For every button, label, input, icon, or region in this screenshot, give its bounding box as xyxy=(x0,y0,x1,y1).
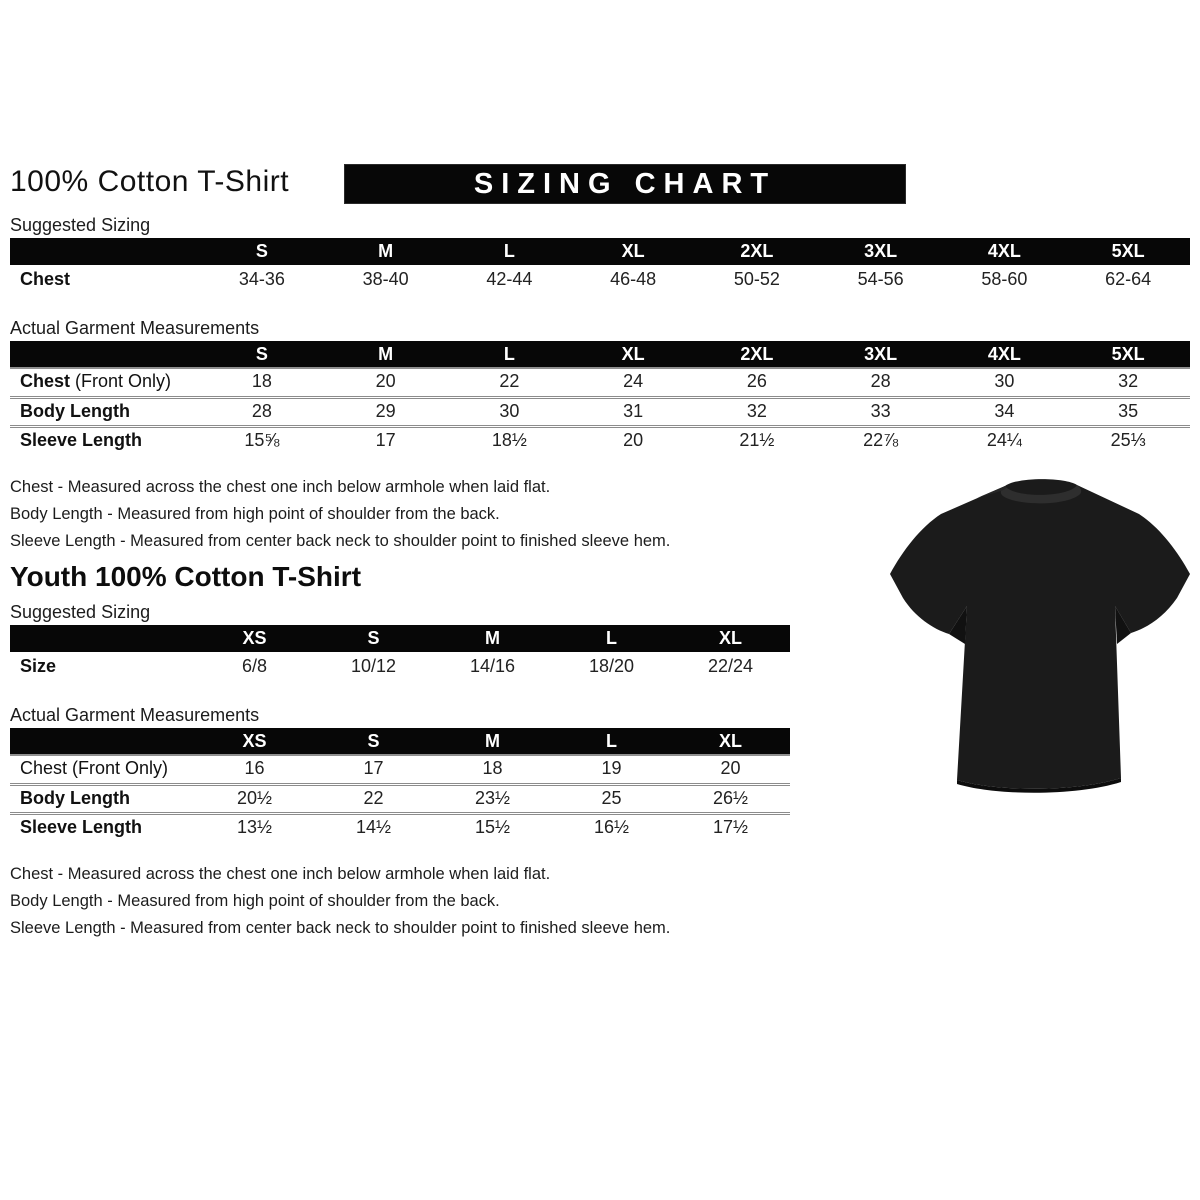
measurement-value: 24 xyxy=(623,371,644,392)
size-column-header: XL xyxy=(671,625,790,652)
section-label-adult-suggested: Suggested Sizing xyxy=(10,215,151,235)
size-column-header: L xyxy=(552,728,671,755)
row-label: Chest (Front Only) xyxy=(20,758,169,779)
measurement-value: 19 xyxy=(601,758,622,779)
row-label: Size xyxy=(20,655,57,676)
measurement-value: 13½ xyxy=(236,817,273,838)
measurement-value: 31 xyxy=(623,400,644,421)
measurement-value: 32 xyxy=(1118,371,1139,392)
measurement-value: 17 xyxy=(375,430,396,451)
row-label: Sleeve Length xyxy=(20,817,143,838)
measurement-value: 22⅞ xyxy=(863,430,899,451)
size-column-header: L xyxy=(448,238,572,265)
measurement-value: 42-44 xyxy=(486,268,533,289)
measurement-value: 18/20 xyxy=(588,655,635,676)
size-column-header: M xyxy=(433,728,552,755)
measurement-value: 25 xyxy=(601,787,622,808)
measurement-value: 54-56 xyxy=(857,268,904,289)
measurement-value: 46-48 xyxy=(610,268,657,289)
measurement-value: 50-52 xyxy=(733,268,780,289)
size-column-header: 5XL xyxy=(1066,238,1190,265)
size-column-header: XL xyxy=(571,341,695,368)
note-chest: Chest - Measured across the chest one inch below armhole when laid flat. xyxy=(10,478,551,496)
sizing-chart-banner: SIZING CHART xyxy=(345,165,905,203)
page-title: 100% Cotton T-Shirt xyxy=(10,165,290,198)
note-sleeve-length: Sleeve Length - Measured from center back neck to shoulder point to finished sleeve hem. xyxy=(10,532,671,550)
measurement-value: 20 xyxy=(375,371,396,392)
measurement-value: 25⅓ xyxy=(1110,430,1146,451)
measurement-value: 35 xyxy=(1118,400,1139,421)
measurement-value: 22/24 xyxy=(707,655,754,676)
measurement-value: 22 xyxy=(499,371,520,392)
size-column-header: L xyxy=(552,625,671,652)
adult-suggested-sizing-table xyxy=(10,238,1190,294)
row-label: Body Length xyxy=(20,400,130,421)
measurement-value: 6/8 xyxy=(241,655,268,676)
row-label-column-header xyxy=(10,238,200,265)
measurement-value: 26½ xyxy=(712,787,749,808)
size-column-header: S xyxy=(314,625,433,652)
measurement-value: 28 xyxy=(251,400,272,421)
size-column-header: 2XL xyxy=(695,238,819,265)
measurement-value: 21½ xyxy=(739,430,775,451)
measurement-value: 22 xyxy=(363,787,384,808)
measurement-value: 38-40 xyxy=(362,268,409,289)
measurement-value: 16 xyxy=(244,758,265,779)
table-row xyxy=(10,397,1190,426)
measurement-value: 34 xyxy=(994,400,1015,421)
size-column-header: 3XL xyxy=(819,341,943,368)
measurement-value: 18 xyxy=(482,758,503,779)
row-label: Body Length xyxy=(20,787,130,808)
table-row xyxy=(10,265,1190,294)
measurement-value: 20 xyxy=(720,758,741,779)
size-column-header: XL xyxy=(571,238,695,265)
measurement-value: 24¼ xyxy=(986,430,1022,451)
size-column-header: S xyxy=(200,238,324,265)
note-chest: Chest - Measured across the chest one inch below armhole when laid flat. xyxy=(10,865,551,883)
measurement-value: 15⅝ xyxy=(244,430,280,451)
note-body-length: Body Length - Measured from high point of shoulder from the back. xyxy=(10,505,500,523)
size-column-header: 2XL xyxy=(695,341,819,368)
section-label-youth-suggested: Suggested Sizing xyxy=(10,602,151,622)
measurement-value: 34-36 xyxy=(238,268,285,289)
section-label-adult-actual: Actual Garment Measurements xyxy=(10,318,260,338)
measurement-value: 16½ xyxy=(593,817,630,838)
size-column-header: XS xyxy=(195,728,314,755)
row-label-column-header xyxy=(10,341,200,368)
tshirt-body-shape xyxy=(890,479,1190,789)
measurement-value: 17½ xyxy=(712,817,749,838)
row-label-column-header xyxy=(10,728,195,755)
row-label: Chest xyxy=(20,268,71,289)
size-column-header: XS xyxy=(195,625,314,652)
measurement-value: 32 xyxy=(746,400,767,421)
size-column-header: L xyxy=(448,341,572,368)
measurement-value: 30 xyxy=(994,371,1015,392)
adult-actual-measurements-table xyxy=(10,341,1190,455)
table-row xyxy=(10,652,790,681)
size-column-header: 4XL xyxy=(943,238,1067,265)
table-row xyxy=(10,426,1190,455)
size-column-header: M xyxy=(324,341,448,368)
measurement-value: 14½ xyxy=(355,817,392,838)
measurement-value: 20½ xyxy=(236,787,273,808)
measurement-value: 18½ xyxy=(491,430,527,451)
note-body-length: Body Length - Measured from high point of shoulder from the back. xyxy=(10,892,500,910)
youth-section-title: Youth 100% Cotton T-Shirt xyxy=(10,561,362,592)
row-label: Chest (Front Only) xyxy=(20,371,172,392)
table-row xyxy=(10,813,790,842)
table-row xyxy=(10,755,790,784)
measurement-value: 15½ xyxy=(474,817,511,838)
measurement-value: 10/12 xyxy=(350,655,397,676)
black-tshirt-product-image xyxy=(885,472,1197,812)
measurement-value: 26 xyxy=(746,371,767,392)
measurement-value: 30 xyxy=(499,400,520,421)
measurement-value: 17 xyxy=(363,758,384,779)
measurement-value: 58-60 xyxy=(981,268,1028,289)
measurement-value: 20 xyxy=(623,430,644,451)
youth-actual-measurements-table xyxy=(10,728,790,842)
page-header xyxy=(10,165,1192,207)
measurement-value: 23½ xyxy=(474,787,511,808)
measurement-value: 29 xyxy=(375,400,396,421)
size-column-header: M xyxy=(433,625,552,652)
note-sleeve-length: Sleeve Length - Measured from center back neck to shoulder point to finished sleeve hem. xyxy=(10,919,671,937)
youth-measurement-notes xyxy=(10,861,1192,942)
row-label: Sleeve Length xyxy=(20,430,143,451)
table-row xyxy=(10,368,1190,397)
row-label-column-header xyxy=(10,625,195,652)
size-column-header: S xyxy=(314,728,433,755)
size-column-header: S xyxy=(200,341,324,368)
section-label-youth-actual: Actual Garment Measurements xyxy=(10,705,260,725)
size-column-header: M xyxy=(324,238,448,265)
measurement-value: 14/16 xyxy=(469,655,516,676)
size-column-header: 4XL xyxy=(943,341,1067,368)
size-column-header: XL xyxy=(671,728,790,755)
measurement-value: 18 xyxy=(251,371,272,392)
size-column-header: 3XL xyxy=(819,238,943,265)
table-row xyxy=(10,784,790,813)
measurement-value: 28 xyxy=(870,371,891,392)
measurement-value: 62-64 xyxy=(1105,268,1152,289)
measurement-value: 33 xyxy=(870,400,891,421)
youth-suggested-sizing-table xyxy=(10,625,790,681)
size-column-header: 5XL xyxy=(1066,341,1190,368)
